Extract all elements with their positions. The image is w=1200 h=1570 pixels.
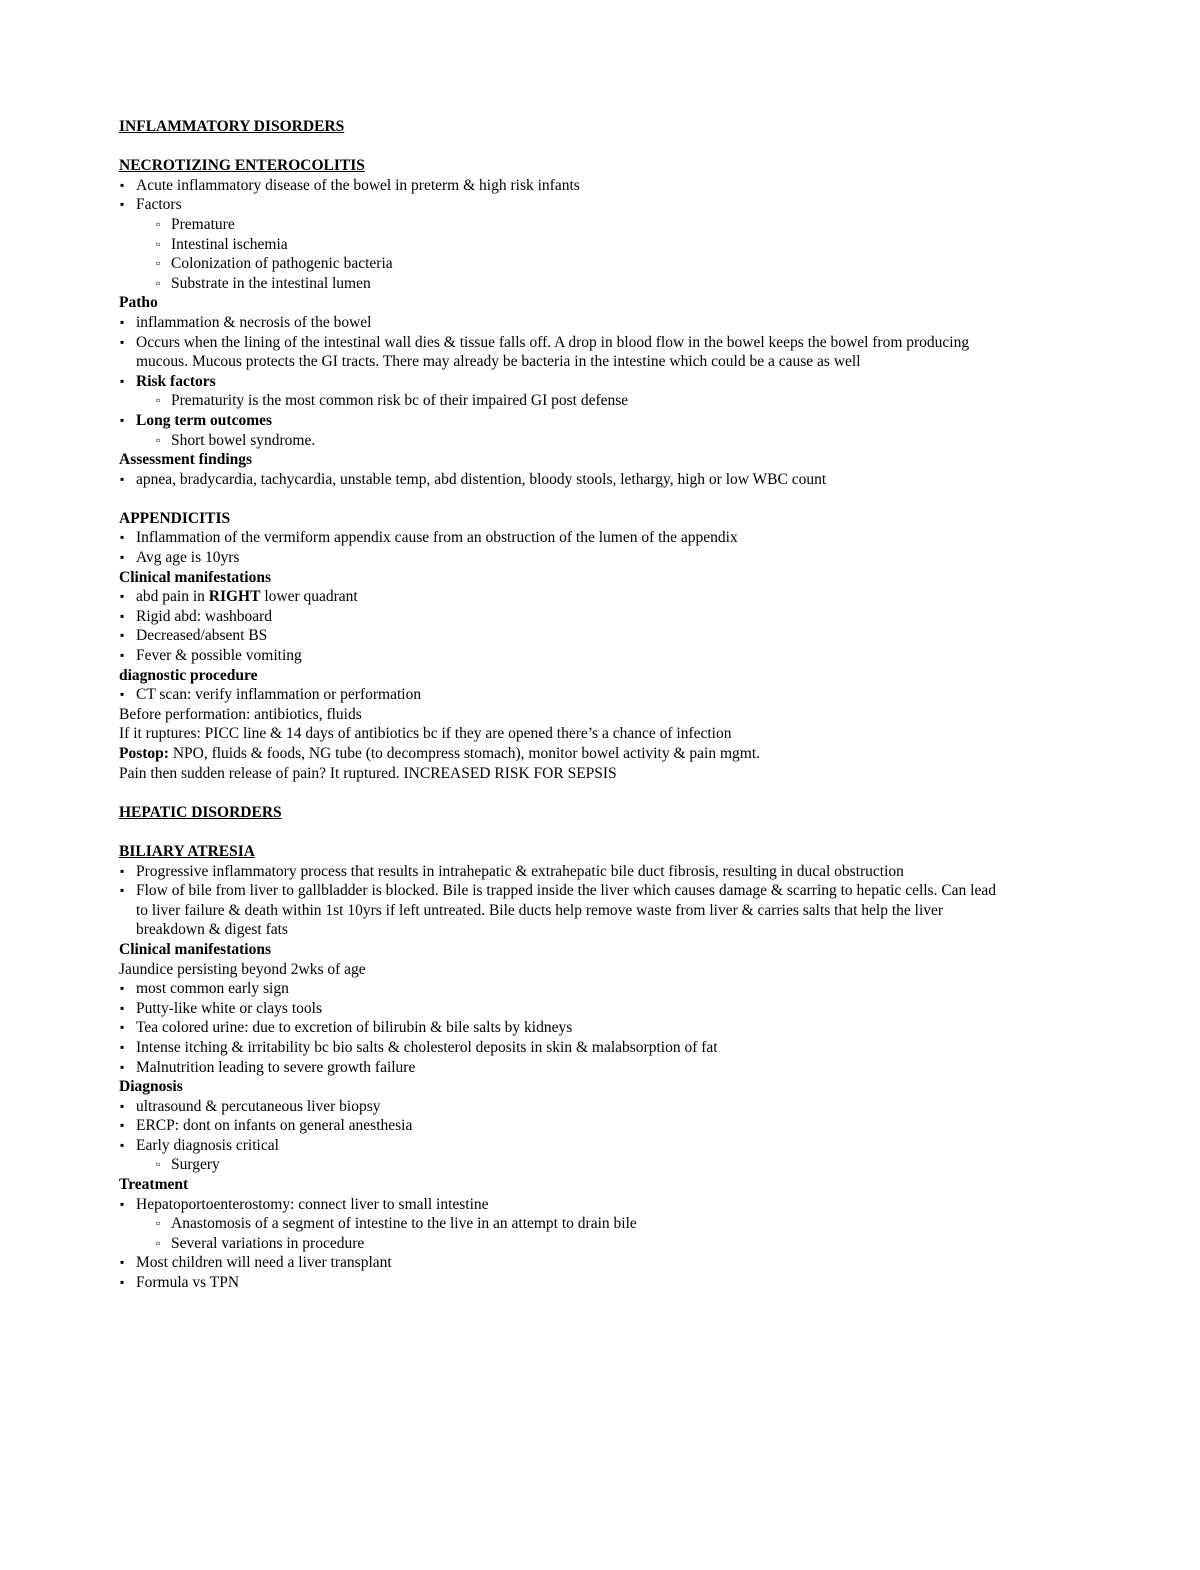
assessment-heading: Assessment findings [119,451,253,469]
spacer [119,489,1079,509]
clinical-manifestations-heading: Clinical manifestations [119,568,271,586]
list-item-line: Flow of bile from liver to gallbladder is blocked. Bile is trapped inside the liver which causes damage & scarring to hepatic cells. Can lead [136,882,997,900]
list-item: ▪ Formula vs TPN [119,1273,1079,1293]
spacer [119,137,1079,157]
spacer [119,822,1079,842]
list-item [119,881,1079,940]
document-page [119,117,1079,1293]
list-item: ▪ Inflammation of the vermiform appendix cause from an obstruction of the lumen of the appendix [119,528,1079,548]
list-item: ▪ Most children will need a liver transplant [119,1253,1079,1273]
text-run: NPO, fluids & foods, NG tube (to decompress stomach), monitor bowel activity & pain mgmt. [168,745,761,762]
postop-label: Postop: [119,745,169,762]
list-item: ▪ Hepatoportoenterostomy: connect liver to small intestine [119,1195,1079,1215]
list-item: ▫ Anastomosis of a segment of intestine to the live in an attempt to drain bile [119,1214,1079,1234]
paragraph: Jaundice persisting beyond 2wks of age [119,960,366,978]
list-item: ▪ Rigid abd: washboard [119,607,1079,627]
list-item: ▪ CT scan: verify inflammation or performation [119,685,1079,705]
list-item: ▫ Substrate in the intestinal lumen [119,274,1079,294]
list-item: ▫ Intestinal ischemia [119,235,1079,255]
treatment-heading: Treatment [119,1176,189,1194]
list-item: ▫ Premature [119,215,1079,235]
list-item: ▪ Malnutrition leading to severe growth failure [119,1058,1079,1078]
nec-title: NECROTIZING ENTEROCOLITIS [119,157,365,175]
appendicitis-title: APPENDICITIS [119,509,231,527]
list-item-line: mucous. Mucous protects the GI tracts. There may already be bacteria in the intestine which could be a cause as well [136,353,861,371]
list-item: ▪ Tea colored urine: due to excretion of bilirubin & bile salts by kidneys [119,1018,1079,1038]
list-item: ▪ ERCP: dont on infants on general anesthesia [119,1116,1079,1136]
list-item: ▪ Progressive inflammatory process that results in intrahepatic & extrahepatic bile duct fibrosis, resulting in ducal obstruction [119,862,1079,882]
diagnostic-procedure-heading: diagnostic procedure [119,666,258,684]
paragraph: If it ruptures: PICC line & 14 days of antibiotics bc if they are opened there’s a chance of infection [119,725,732,743]
biliary-list [119,862,1079,940]
list-item: ▪ Factors [119,195,1079,215]
diagnosis-list [119,1097,1079,1175]
list-item: ▪ most common early sign [119,979,1079,999]
patho-heading: Patho [119,294,158,312]
list-item-line: breakdown & digest fats [136,921,288,939]
clinical-manifestations-heading: Clinical manifestations [119,940,271,958]
list-item: ▫ Prematurity is the most common risk bc of their impaired GI post defense [119,391,1079,411]
list-item: ▪ inflammation & necrosis of the bowel [119,313,1079,333]
list-item: ▪ Early diagnosis critical [119,1136,1079,1156]
list-item: ▪ ultrasound & percutaneous liver biopsy [119,1097,1079,1117]
clinical-list [119,979,1079,1077]
text-run: abd pain in [136,588,209,606]
list-item [119,333,1079,372]
list-item: ▫ Colonization of pathogenic bacteria [119,254,1079,274]
list-item-line: to liver failure & death within 1st 10yrs if left untreated. Bile ducts help remove waste from liver & carries salts that help the liver [136,901,944,919]
appendicitis-list [119,528,1079,567]
nec-list [119,176,1079,294]
assessment-list [119,470,1079,490]
list-item: ▪ Putty-like white or clays tools [119,999,1079,1019]
list-item-line: Occurs when the lining of the intestinal wall dies & tissue falls off. A drop in blood flow in the bowel keeps the bowel from producing [136,333,970,351]
list-item: ▪ Fever & possible vomiting [119,646,1079,666]
list-item [119,587,1079,607]
spacer [119,783,1079,803]
list-item: ▫ Several variations in procedure [119,1234,1079,1254]
treatment-list [119,1195,1079,1293]
long-term-outcomes-heading: ▪ Long term outcomes [119,411,1079,431]
list-item: ▪ Acute inflammatory disease of the bowel in preterm & high risk infants [119,176,1079,196]
hepatic-title: HEPATIC DISORDERS [119,803,282,821]
patho-list [119,313,1079,450]
biliary-atresia-title: BILIARY ATRESIA [119,842,255,860]
risk-factors-heading: ▪ Risk factors [119,372,1079,392]
diagnosis-heading: Diagnosis [119,1078,183,1096]
paragraph [119,744,1079,764]
list-item: ▪ Avg age is 10yrs [119,548,1079,568]
list-item: ▪ apnea, bradycardia, tachycardia, unstable temp, abd distention, bloody stools, lethargy, high or low WBC count [119,470,1079,490]
list-item: ▫ Surgery [119,1155,1079,1175]
diagnostic-list [119,685,1079,705]
paragraph: Pain then sudden release of pain? It ruptured. INCREASED RISK FOR SEPSIS [119,764,617,782]
text-run: lower quadrant [260,588,358,606]
paragraph: Before performation: antibiotics, fluids [119,705,362,723]
list-item: ▫ Short bowel syndrome. [119,431,1079,451]
main-title: INFLAMMATORY DISORDERS [119,118,345,135]
list-item: ▪ Decreased/absent BS [119,626,1079,646]
clinical-list [119,587,1079,665]
emphasis: RIGHT [208,588,261,606]
list-item: ▪ Intense itching & irritability bc bio salts & cholesterol deposits in skin & malabsorption of fat [119,1038,1079,1058]
